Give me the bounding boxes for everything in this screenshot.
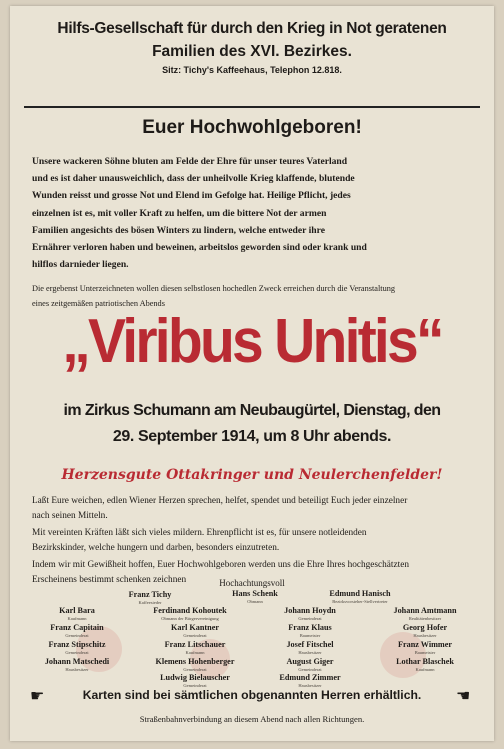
appeal-line: Laßt Eure weichen, edlen Wiener Herzen sprechen, helfet, spendet und beteiligt Euch jeder einzelner (32, 496, 408, 506)
signatory: Ludwig Bielauscher Gemeinderat (160, 673, 230, 688)
appeal-line: nach seinen Mitteln. (32, 510, 108, 521)
signatory: Ferdinand Kohoutek Obmann der Bürgervereinigung (153, 606, 227, 621)
fraktur-appeal: Herzensgute Ottakringer und Neulerchenfelder! (61, 467, 443, 483)
signatory: Hans Schenk Obmann (232, 589, 278, 604)
intro-line: Unsere wackeren Söhne bluten am Felde der Ehre für unser teures Vaterland (32, 156, 348, 167)
signatory: Klemens Hohenberger Gemeinderat (155, 657, 235, 672)
event-date: 29. September 1914, um 8 Uhr abends. (112, 428, 392, 445)
appeal-line: Mit vereinten Kräften läßt sich vieles mildern. Ehrenpflicht ist es, für unsere notleidenden (32, 528, 367, 538)
society-name: Hilfs-Gesellschaft für durch den Krieg in Not geratenen (57, 20, 447, 37)
signatory: Edmund Hanisch Bezirksvorsteher-Stellvertreter (329, 589, 391, 604)
ticket-notice: Karten sind bei sämtlichen obgenannten Herren erhältlich. (82, 688, 422, 702)
signatory: Georg Hofer Hausbesitzer (402, 623, 448, 638)
event-title: „Viribus Unitis“ (62, 307, 442, 376)
signatory: Karl Kantner Gemeinderat (171, 623, 219, 638)
intro-line: und es ist daher unausweichlich, dass der unheilvolle Krieg klaffende, blutende (32, 173, 355, 185)
intro-line: hilflos darnieder liegen. (32, 259, 129, 271)
signatory: Karl Bara Kaufmann (59, 606, 95, 621)
signatory: Johann Matschedi Hausbesitzer (44, 657, 110, 672)
signatory: Franz Capitain Gemeinderat (50, 623, 104, 638)
signatory: Johann Amtmann Realitätenbesitzer (393, 606, 457, 621)
invite-line: Die ergebenst Unterzeichneten wollen diesen selbstlosen hochedlen Zweck erreichen durch die Veranstaltung (32, 284, 396, 293)
signatories (10, 6, 494, 741)
signatory: Johann Hoydn Gemeinderat (284, 606, 336, 621)
appeal-line: Bezirkskinder, welche hungern und darben, besonders einzutreten. (32, 542, 280, 553)
pointing-hand-right-icon: ☛ (30, 686, 45, 705)
signatory: Franz Klaus Baumeister (288, 623, 332, 638)
appeal-line: Erscheinens bestimmt schenken zeichnen (32, 574, 187, 585)
event-venue: im Zirkus Schumann am Neubaugürtel, Dienstag, den (63, 402, 441, 419)
intro-line: einzelnen ist es, mit voller Kraft zu helfen, um die bittere Not der armen (32, 207, 327, 219)
closing: Hochachtungsvoll (219, 578, 285, 588)
salutation: Euer Hochwohlgeboren! (142, 117, 362, 138)
intro-line: Familien angesichts des bösen Winters zu lindern, welche entweder ihre (32, 224, 325, 236)
signatory: Franz Litschauer Kaufmann (164, 640, 226, 655)
signatory: Edmund Zimmer Hausbesitzer (279, 673, 341, 688)
society-address: Sitz: Tichy's Kaffeehaus, Telephon 12.818. (162, 65, 342, 75)
pointing-hand-left-icon: ☚ (456, 686, 471, 705)
signatory: Franz Wimmer Baumeister (397, 640, 453, 655)
signatory: August Giger Gemeinderat (286, 657, 334, 672)
transport-notice: Straßenbahnverbindung an diesem Abend nach allen Richtungen. (139, 714, 365, 724)
signatory: Josef Fitschel Hausbesitzer (286, 640, 334, 655)
intro-line: Wunden reisst und grosse Not und Elend im Gefolge hat. Heilige Pflicht, jedes (32, 190, 351, 202)
invite-line: eines zeitgemäßen patriotischen Abends (32, 298, 165, 308)
signatory: Franz Tichy Kaffeesieder (128, 590, 172, 605)
signatory: Franz Stipschitz Gemeinderat (48, 640, 106, 655)
district-name: Familien des XVI. Bezirkes. (152, 43, 352, 60)
signatory: Lothar Blaschek Kaufmann (396, 657, 454, 672)
appeal-line: Indem wir mit Gewißheit hoffen, Euer Hochwohlgeboren werden uns die Ehre Ihres hochgeschätzten (32, 560, 410, 570)
intro-line: Ernährer verloren haben und beweinen, arbeitslos geworden sind oder krank und (32, 242, 367, 254)
poster (10, 6, 494, 741)
